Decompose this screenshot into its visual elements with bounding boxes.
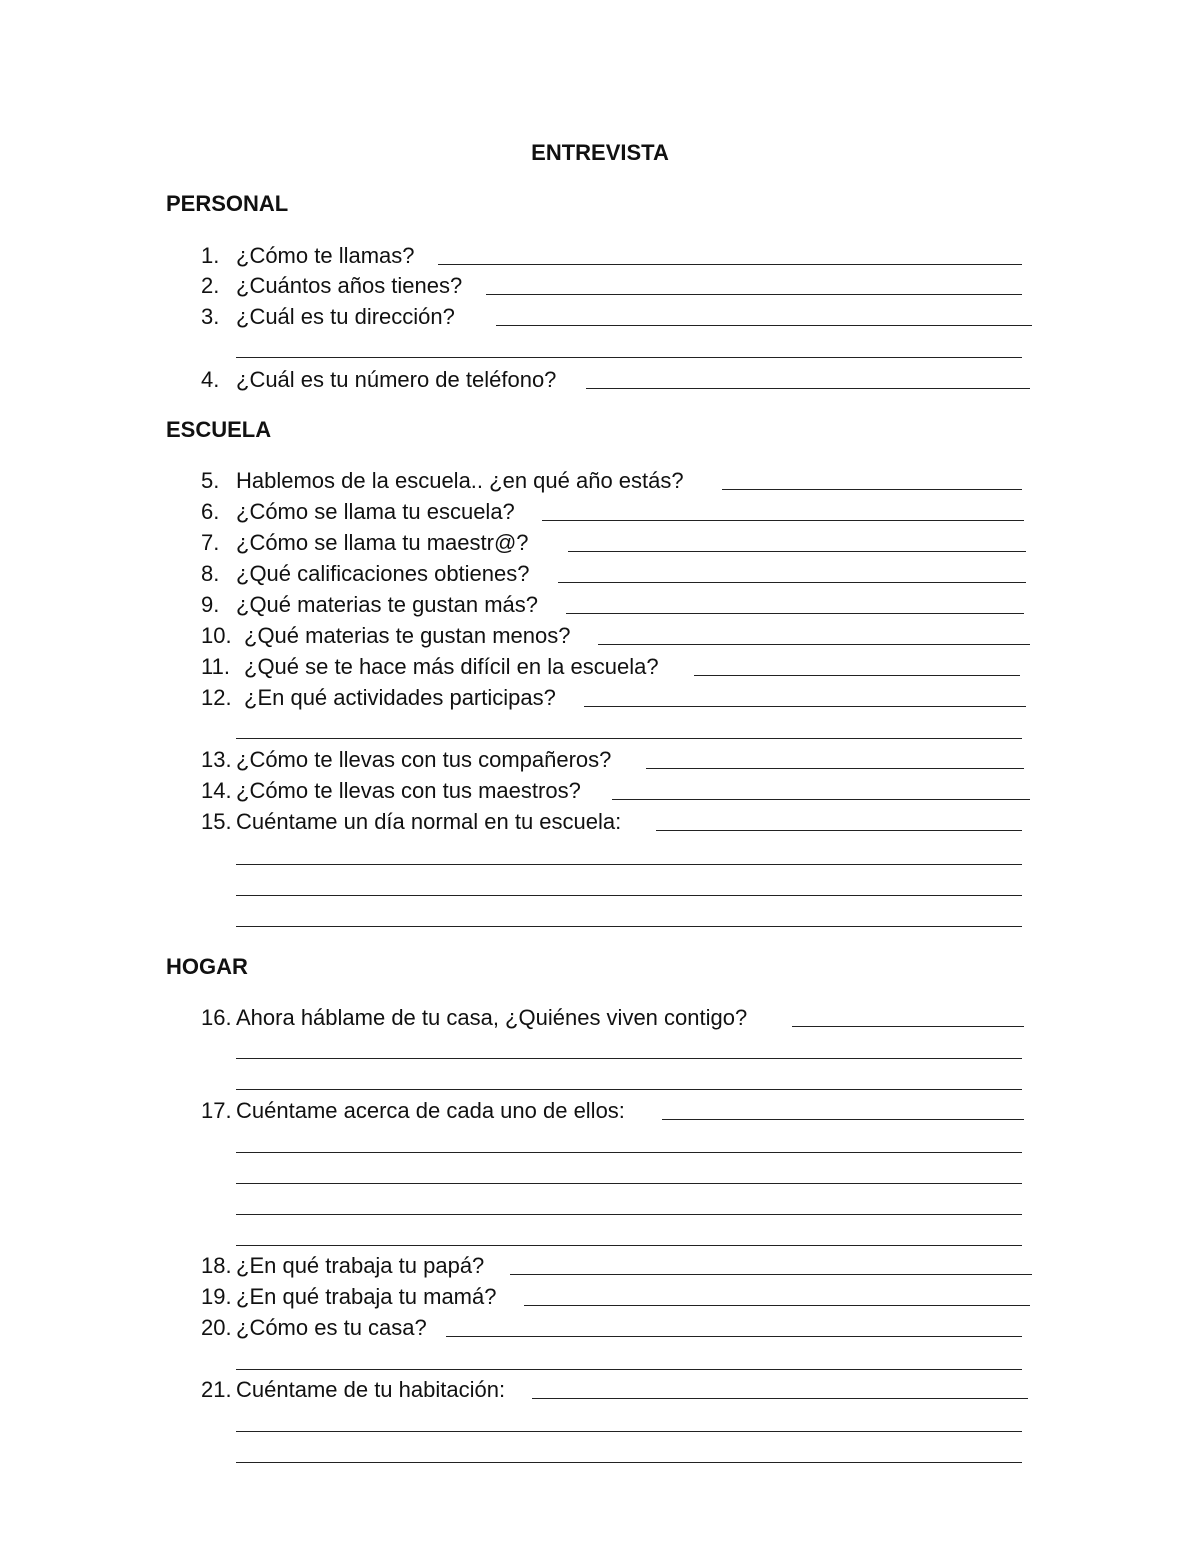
question-number: 19. xyxy=(201,1284,232,1309)
answer-blank[interactable] xyxy=(598,644,1030,645)
question-text: ¿Cuántos años tienes? xyxy=(236,273,463,298)
answer-blank[interactable] xyxy=(662,1119,1024,1120)
question-text: ¿Cómo se llama tu escuela? xyxy=(236,499,515,524)
question-4 xyxy=(0,366,1200,394)
question-number: 5. xyxy=(201,468,220,493)
answer-blank[interactable] xyxy=(792,1026,1024,1027)
question-text: Ahora háblame de tu casa, ¿Quiénes viven contigo? xyxy=(236,1005,748,1030)
question-number: 1. xyxy=(201,243,220,268)
answer-continuation-line[interactable] xyxy=(236,1214,1022,1215)
answer-blank[interactable] xyxy=(438,264,1022,265)
answer-continuation-line[interactable] xyxy=(236,357,1022,358)
answer-continuation-line[interactable] xyxy=(236,1152,1022,1153)
question-10 xyxy=(0,622,1200,650)
question-text: ¿Cómo es tu casa? xyxy=(236,1315,427,1340)
answer-continuation-line[interactable] xyxy=(236,1462,1022,1463)
answer-blank[interactable] xyxy=(586,388,1030,389)
question-14 xyxy=(0,777,1200,805)
question-9 xyxy=(0,591,1200,619)
question-text: ¿Qué calificaciones obtienes? xyxy=(236,561,530,586)
question-number: 6. xyxy=(201,499,220,524)
question-text: ¿Qué materias te gustan más? xyxy=(236,592,539,617)
question-3 xyxy=(0,303,1200,331)
question-text: Hablemos de la escuela.. ¿en qué año estás? xyxy=(236,468,684,493)
question-number: 8. xyxy=(201,561,220,586)
answer-continuation-line[interactable] xyxy=(236,864,1022,865)
question-13 xyxy=(0,746,1200,774)
question-text: ¿Cómo te llamas? xyxy=(236,243,415,268)
question-8 xyxy=(0,560,1200,588)
answer-continuation-line[interactable] xyxy=(236,926,1022,927)
answer-blank[interactable] xyxy=(584,706,1026,707)
question-6 xyxy=(0,498,1200,526)
question-21 xyxy=(0,1376,1200,1404)
question-number: 18. xyxy=(201,1253,232,1278)
question-number: 13. xyxy=(201,747,232,772)
question-number: 12. xyxy=(201,685,232,710)
section-heading-personal: PERSONAL xyxy=(166,191,289,216)
answer-blank[interactable] xyxy=(524,1305,1030,1306)
question-number: 10. xyxy=(201,623,232,648)
question-number: 9. xyxy=(201,592,220,617)
answer-blank[interactable] xyxy=(646,768,1024,769)
answer-continuation-line[interactable] xyxy=(236,738,1022,739)
answer-blank[interactable] xyxy=(510,1274,1032,1275)
answer-blank[interactable] xyxy=(446,1336,1022,1337)
answer-blank[interactable] xyxy=(566,613,1024,614)
question-text: ¿En qué trabaja tu papá? xyxy=(236,1253,485,1278)
question-number: 3. xyxy=(201,304,220,329)
question-text: ¿Cómo se llama tu maestr@? xyxy=(236,530,529,555)
answer-blank[interactable] xyxy=(496,325,1032,326)
question-text: ¿Cómo te llevas con tus maestros? xyxy=(236,778,581,803)
question-2 xyxy=(0,272,1200,300)
question-number: 16. xyxy=(201,1005,232,1030)
question-text: ¿En qué actividades participas? xyxy=(244,685,556,710)
question-7 xyxy=(0,529,1200,557)
section-heading-escuela: ESCUELA xyxy=(166,417,272,442)
answer-blank[interactable] xyxy=(694,675,1020,676)
question-number: 14. xyxy=(201,778,232,803)
question-11 xyxy=(0,653,1200,681)
question-number: 17. xyxy=(201,1098,232,1123)
answer-continuation-line[interactable] xyxy=(236,895,1022,896)
answer-blank[interactable] xyxy=(532,1398,1028,1399)
question-5 xyxy=(0,467,1200,495)
answer-blank[interactable] xyxy=(542,520,1024,521)
question-number: 15. xyxy=(201,809,232,834)
question-number: 20. xyxy=(201,1315,232,1340)
answer-blank[interactable] xyxy=(656,830,1022,831)
question-text: Cuéntame un día normal en tu escuela: xyxy=(236,809,622,834)
question-text: ¿Cuál es tu dirección? xyxy=(236,304,455,329)
question-text: ¿Cuál es tu número de teléfono? xyxy=(236,367,557,392)
answer-continuation-line[interactable] xyxy=(236,1058,1022,1059)
answer-continuation-line[interactable] xyxy=(236,1245,1022,1246)
answer-continuation-line[interactable] xyxy=(236,1431,1022,1432)
question-text: ¿En qué trabaja tu mamá? xyxy=(236,1284,497,1309)
answer-blank[interactable] xyxy=(568,551,1026,552)
answer-continuation-line[interactable] xyxy=(236,1089,1022,1090)
question-text: ¿Cómo te llevas con tus compañeros? xyxy=(236,747,612,772)
question-17 xyxy=(0,1097,1200,1125)
page-title: ENTREVISTA xyxy=(531,140,669,165)
section-heading-hogar: HOGAR xyxy=(166,954,248,979)
question-number: 21. xyxy=(201,1377,232,1402)
question-19 xyxy=(0,1283,1200,1311)
answer-blank[interactable] xyxy=(558,582,1026,583)
answer-continuation-line[interactable] xyxy=(236,1369,1022,1370)
question-text: ¿Qué se te hace más difícil en la escuela? xyxy=(244,654,659,679)
answer-blank[interactable] xyxy=(722,489,1022,490)
question-20 xyxy=(0,1314,1200,1342)
answer-blank[interactable] xyxy=(612,799,1030,800)
question-number: 4. xyxy=(201,367,220,392)
answer-blank[interactable] xyxy=(486,294,1022,295)
question-text: Cuéntame acerca de cada uno de ellos: xyxy=(236,1098,625,1123)
question-number: 7. xyxy=(201,530,220,555)
question-number: 11. xyxy=(201,654,230,679)
question-12 xyxy=(0,684,1200,712)
question-text: Cuéntame de tu habitación: xyxy=(236,1377,506,1402)
question-15 xyxy=(0,808,1200,836)
question-1 xyxy=(0,242,1200,270)
question-16 xyxy=(0,1004,1200,1032)
question-number: 2. xyxy=(201,273,220,298)
answer-continuation-line[interactable] xyxy=(236,1183,1022,1184)
question-18 xyxy=(0,1252,1200,1280)
question-text: ¿Qué materias te gustan menos? xyxy=(244,623,571,648)
